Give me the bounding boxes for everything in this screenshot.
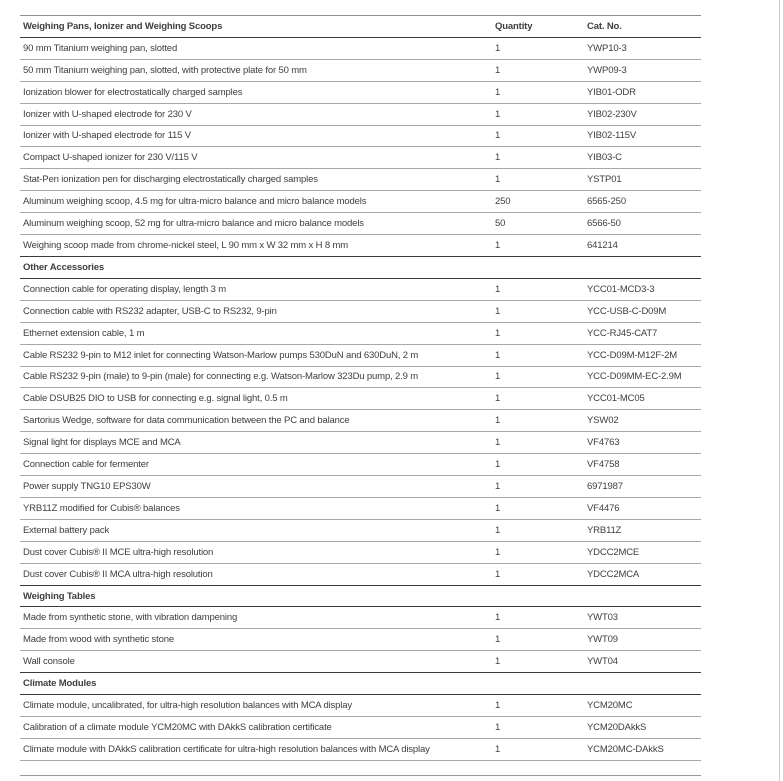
table-row [20, 300, 701, 322]
row-catno: VF4763 [587, 437, 620, 449]
row-description: Power supply TNG10 EPS30W [23, 480, 151, 492]
row-description: Cable DSUB25 DIO to USB for connecting e.g. signal light, 0.5 m [23, 393, 288, 405]
row-description: Weighing scoop made from chrome-nickel steel, L 90 mm x W 32 mm x H 8 mm [23, 240, 348, 252]
row-quantity: 1 [495, 108, 501, 120]
row-description: Signal light for displays MCE and MCA [23, 437, 181, 449]
row-catno: YDCC2MCA [587, 568, 640, 580]
row-description: Calibration of a climate module YCM20MC with DAkkS calibration certificate [23, 721, 332, 733]
row-description: Connection cable for fermenter [23, 459, 149, 471]
section-title: Weighing Pans, Ionizer and Weighing Scoops [23, 20, 223, 32]
row-catno: VF4476 [587, 502, 620, 514]
row-description: Ionization blower for electrostatically charged samples [23, 86, 243, 98]
section-title: Weighing Tables [23, 590, 96, 602]
row-catno: YWT03 [587, 612, 618, 624]
row-quantity: 1 [495, 305, 501, 317]
row-description: Wall console [23, 656, 75, 668]
row-catno: YCM20MC [587, 700, 633, 712]
row-quantity: 1 [495, 502, 501, 514]
row-catno: YWT04 [587, 656, 618, 668]
row-description: 90 mm Titanium weighing pan, slotted [23, 42, 178, 54]
row-quantity: 1 [495, 174, 501, 186]
row-quantity: 1 [495, 524, 501, 536]
row-description: Connection cable for operating display, length 3 m [23, 283, 227, 295]
row-catno: YIB02-230V [587, 108, 637, 120]
row-description: Cable RS232 9-pin to M12 inlet for connecting Watson-Marlow pumps 530DuN and 630DuN, 2 m [23, 349, 419, 361]
table-row [20, 125, 701, 147]
table-row [20, 650, 701, 672]
row-catno: 6971987 [587, 480, 623, 492]
row-quantity: 1 [495, 459, 501, 471]
table-row [20, 278, 701, 300]
page-bottom-rule [20, 775, 701, 776]
table-row [20, 190, 701, 212]
row-catno: VF4758 [587, 459, 620, 471]
table-row [20, 344, 701, 366]
row-catno: YIB02-115V [587, 130, 637, 142]
row-description: Cable RS232 9-pin (male) to 9-pin (male) for connecting e.g. Watson-Marlow 323Du pump, 2.9 m [23, 371, 419, 383]
section-header-row [20, 585, 701, 607]
table-row [20, 59, 701, 81]
row-description: YRB11Z modified for Cubis® balances [23, 502, 180, 514]
table-row [20, 409, 701, 431]
row-catno: YRB11Z [587, 524, 622, 536]
table-row [20, 366, 701, 388]
row-catno: 6565-250 [587, 196, 626, 208]
row-catno: YSW02 [587, 415, 619, 427]
row-description: Climate module with DAkkS calibration certificate for ultra-high resolution balances with MCA display [23, 743, 430, 755]
row-quantity: 1 [495, 743, 501, 755]
row-catno: YCM20DAkkS [587, 721, 647, 733]
row-quantity: 1 [495, 393, 501, 405]
row-description: Dust cover Cubis® II MCE ultra-high resolution [23, 546, 214, 558]
section-title: Other Accessories [23, 261, 105, 273]
row-quantity: 1 [495, 415, 501, 427]
row-catno: YIB01-ODR [587, 86, 636, 98]
table-row [20, 81, 701, 103]
table-row [20, 168, 701, 190]
row-quantity: 1 [495, 612, 501, 624]
row-description: Ethernet extension cable, 1 m [23, 327, 145, 339]
row-catno: YWP10-3 [587, 42, 627, 54]
row-quantity: 1 [495, 480, 501, 492]
row-catno: YSTP01 [587, 174, 622, 186]
table-closing-rule [20, 760, 701, 761]
section-header-row [20, 672, 701, 694]
row-catno: YWP09-3 [587, 64, 627, 76]
row-description: Ionizer with U-shaped electrode for 115 V [23, 130, 191, 142]
table-row [20, 146, 701, 168]
row-catno: 6566-50 [587, 218, 621, 230]
column-header-catno: Cat. No. [587, 20, 622, 32]
row-quantity: 1 [495, 152, 501, 164]
row-quantity: 1 [495, 349, 501, 361]
row-quantity: 1 [495, 568, 501, 580]
spec-table [20, 15, 701, 761]
table-row [20, 519, 701, 541]
row-quantity: 1 [495, 656, 501, 668]
row-description: Aluminum weighing scoop, 52 mg for ultra-micro balance and micro balance models [23, 218, 364, 230]
column-header-quantity: Quantity [495, 20, 533, 32]
row-description: External battery pack [23, 524, 110, 536]
table-row [20, 606, 701, 628]
row-catno: YCC-USB-C-D09M [587, 305, 667, 317]
table-row [20, 563, 701, 585]
table-row [20, 212, 701, 234]
table-row [20, 716, 701, 738]
table-row [20, 234, 701, 256]
row-catno: YDCC2MCE [587, 546, 640, 558]
row-catno: YIB03-C [587, 152, 622, 164]
section-header-row [20, 15, 701, 37]
row-catno: YWT09 [587, 634, 618, 646]
table-row [20, 387, 701, 409]
row-quantity: 1 [495, 700, 501, 712]
row-quantity: 1 [495, 240, 501, 252]
table-row [20, 103, 701, 125]
row-quantity: 1 [495, 64, 501, 76]
table-row [20, 694, 701, 716]
row-quantity: 1 [495, 634, 501, 646]
table-row [20, 475, 701, 497]
row-quantity: 1 [495, 283, 501, 295]
row-description: Climate module, uncalibrated, for ultra-high resolution balances with MCA display [23, 700, 352, 712]
row-catno: 641214 [587, 240, 618, 252]
row-catno: YCC-RJ45-CAT7 [587, 327, 658, 339]
row-description: Dust cover Cubis® II MCA ultra-high resolution [23, 568, 213, 580]
table-row [20, 541, 701, 563]
row-quantity: 50 [495, 218, 506, 230]
row-description: Ionizer with U-shaped electrode for 230 V [23, 108, 192, 120]
table-row [20, 453, 701, 475]
row-quantity: 1 [495, 371, 501, 383]
table-row [20, 431, 701, 453]
row-quantity: 1 [495, 130, 501, 142]
row-description: Made from wood with synthetic stone [23, 634, 175, 646]
row-description: Sartorius Wedge, software for data communication between the PC and balance [23, 415, 350, 427]
row-catno: YCC-D09MM-EC-2.9M [587, 371, 682, 383]
row-catno: YCC01-MC05 [587, 393, 645, 405]
page-right-edge [779, 0, 780, 781]
row-description: Aluminum weighing scoop, 4.5 mg for ultra-micro balance and micro balance models [23, 196, 367, 208]
table-row [20, 497, 701, 519]
row-quantity: 1 [495, 86, 501, 98]
row-catno: YCC-D09M-M12F-2M [587, 349, 677, 361]
row-quantity: 1 [495, 546, 501, 558]
row-quantity: 1 [495, 721, 501, 733]
section-header-row [20, 256, 701, 278]
row-catno: YCM20MC-DAkkS [587, 743, 664, 755]
row-description: Compact U-shaped ionizer for 230 V/115 V [23, 152, 198, 164]
table-row [20, 738, 701, 760]
table-row [20, 37, 701, 59]
row-quantity: 1 [495, 437, 501, 449]
row-description: 50 mm Titanium weighing pan, slotted, with protective plate for 50 mm [23, 64, 307, 76]
row-description: Made from synthetic stone, with vibration dampening [23, 612, 238, 624]
row-quantity: 250 [495, 196, 511, 208]
table-row [20, 322, 701, 344]
row-description: Connection cable with RS232 adapter, USB-C to RS232, 9-pin [23, 305, 277, 317]
row-quantity: 1 [495, 42, 501, 54]
section-title: Climate Modules [23, 678, 97, 690]
row-quantity: 1 [495, 327, 501, 339]
table-row [20, 628, 701, 650]
row-catno: YCC01-MCD3-3 [587, 283, 655, 295]
row-description: Stat-Pen ionization pen for discharging electrostatically charged samples [23, 174, 318, 186]
